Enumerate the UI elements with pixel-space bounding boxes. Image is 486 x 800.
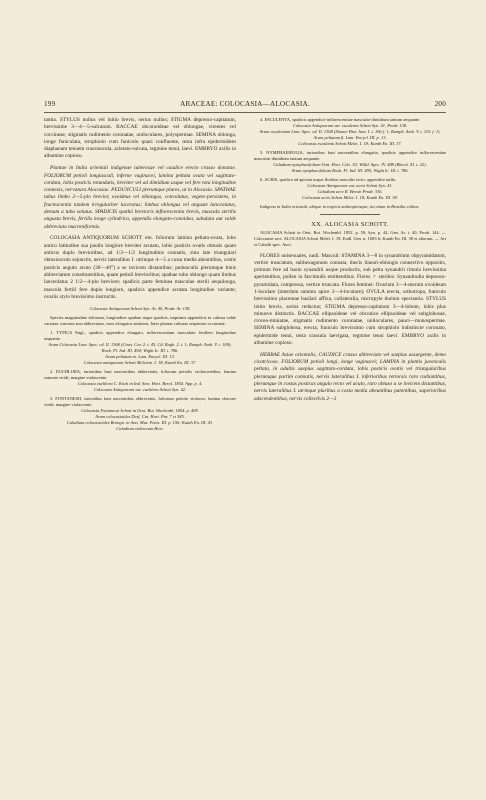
citation-nymphaeifolia-1: Caladium nymphaeifolium Vent. Hort. Cels. 30; Willd. Spec. IV. 488 (Rheed. XI. t. 22). bbox=[273, 162, 427, 167]
citation-colocasia-antiquorum: Colocasia Antiquorum Schott Syn. Ar. 40, Prodr. Ar. 138. bbox=[89, 305, 191, 311]
citation-euchlora-1: Colocasia euchlora C. Koch in Ind. Sem. Hort. Berol. 1854. App. p. 4. bbox=[77, 380, 203, 386]
citation-esculenta-2: Arum esculentum Linn. Spec. ed. II. 1368 (Sloane Hist. Jam. I. t. 106 f. 1; Rumph. Amb. V. t. 110. f. 1). bbox=[259, 129, 441, 134]
citation-acris-3: Colocasia acris Schott Melet. I. 18; Kunth En. III. 38. bbox=[302, 195, 398, 200]
header-rule bbox=[44, 112, 446, 113]
citation-typica-1: Arum Colocasia Linn. Spec. ed. II. 1368 (Cinet. Cor. 2. t. 45, Cd. Rogb. 2. t. 1; Rumph. Amb. V. t. 109); Roxb. Fl. Ind. III. 494; Wight Ic. III. t. 786. bbox=[48, 341, 232, 353]
section-title-alocasia: XX. ALOCASIA SCHOTT. bbox=[311, 221, 389, 228]
citation-esculenta-3: Arum peltatum β. Lam. Encycl. III. p. 13. bbox=[313, 135, 387, 140]
citation-fontanesii-4: Caladium violaceum Hort. bbox=[116, 425, 164, 431]
running-title: ARACEAE: COLOCASIA—ALOCASIA. bbox=[180, 100, 310, 108]
variety-fontanesii: 3. FONTANESII, turionibus basi nascentibus abbreviatis, foliorum petiolo violaceo, lamina obscure viridi, margine violascente. bbox=[44, 395, 236, 407]
citation-typica-2: Arum peltatum m. Lam. Encycl. III. 13. bbox=[105, 353, 175, 359]
distribution-note: Indigena in India orientali, ubique in tropicis subtropicisque, ita etiam in Brasilia colitur. bbox=[260, 204, 420, 209]
citation-fontanesii-2: Arum colocasioides Desf. Cat. Hort. Par. 7 et 385. bbox=[95, 413, 185, 419]
paragraph-colocasia-description-end: tantia. STYLUS nullus vel initio brevis, serius nullus; STIGMA depresso-capitatum, brevissime 3—4—5-sulcatum. BACCAE obconoideae vel oblongae, virentes vel coccineae, stigmatis rudimento coronatae, uniloculares, polyspermae. SEMINA oblonga, longe funiculata, strophiolo cum funiculo quasi confluente, testa infra epidermidem diaphanam tenuem crassiuscula, acietato-sulcata, tegmine tenui, laevi. EMBRYO axilis in albumine copioso. bbox=[44, 117, 236, 160]
citation-acris-2: Caladium acre R. Brown Prodr. 336. bbox=[317, 189, 383, 194]
citation-euchlora-2: Colocasia Antiquorum var. euchlora Schott Syn. 42. bbox=[93, 386, 187, 392]
citation-esculenta-4: Colocasia esculenta Schott Melet. I. 18; Kunth En. III. 37. bbox=[298, 141, 402, 146]
citation-fontanesii-1: Colocasia Fontanesii Schott in Oest. Bot. Wochenbl. 1854. p. 409. bbox=[81, 407, 199, 413]
paragraph-alocasia-synonymy: ALOCASIA Schott in Oest. Bot. Wochenbl. 1852. p. 59, Syn. p. 44, Gen. Ar. t. 40, Prodr. 144. — Colocasiae sect. ALOCASIA Schott Melet. I. 18; Endl. Gen. n. 1683 b; Kunth En. III. 38 et aliorum. — Ari et Caladii spec. Auct. bbox=[254, 230, 446, 247]
running-header bbox=[44, 100, 446, 112]
page-number-right: 200 bbox=[434, 100, 446, 108]
paragraph-colocasia-antiquorum: COLOCASIA ANTIQUORUM SCHOTT em. foliorum lamina peltato-ovata, lobo antico latitudine sua paullo longiore breviter acutato, lobis posticis ovatis obtusis quam anticus duplo brevioribus, ad 1/3—1/2 longitudinis connatis, sinu late triangulari obtusiusculo sejunctis, nervis lateralibus I. utrinque 4—5 a costa media abeuntibus, costis posticis angulo acuto (30—40°) a se invicem distantibus; pedunculis plerumque binis abbreviatum constituentibus, quam petioli brevioribus; spathae tubo oblongo quam limbus lanceolatus 2 1/2—4-plo breviore; spadicis parte feminea masculae sterili aequilonga, mascula fertili fere duplo longiore, spadicis appendice acutata longitudine variante; ovariis stylo brevissimo instructis. bbox=[44, 235, 236, 300]
citation-nymphaeifolia-2: Arum nymphaeifolium Roxb. Fl. Ind. III. 495; Wight Ic. III. t. 786. bbox=[291, 168, 409, 173]
page-number-left: 199 bbox=[44, 100, 56, 108]
citation-esculenta-1: Colocasia Antiquorum var. esculenta Schott Syn. 41, Prodr. 138. bbox=[292, 123, 408, 128]
variety-euchlora: 2. EUCHLORA, turionibus basi nascentibus abbreviatis; foliorum petiolis violascentibus, lamina saturate viridi, margine violascente. bbox=[44, 368, 236, 380]
paragraph-variation-note: Species magnitudine foliorum, longitudine spathae atque spadicis, imprimis appendicis in cultura valde variatae, turionos non abbreviatos, mox elongatos emittens. Inter plantas culturae sequentes occurrunt: bbox=[44, 314, 236, 326]
citation-fontanesii-3: Caladium colocasioides Brongn. in Ann. Mus. Paris. III. p. 156; Kunth En. III. 43. bbox=[66, 419, 214, 425]
paragraph-alocasia-herbae: HERBAE Asiae orientalis, CAUDICE crasso abbreviato vel saepius assurgente, demo cicatricoso. FOLIORUM petioli longi, longe vaginacei; LAMINA in plantis juvenculis peltata, in adultis saepius sagittato-cordata, lobis posticis ovatis vel triangularibus plerumque partim connatis, nervis lateralibus I. inferioribus retrorsis raro radiantibus, plerumque in costas posticas angulo recto vel acuto, raro obtuso a se invicem distantibus, nervis lateralibus I. utrinque pluribus a costa media abeuntibus patentibus, superioribus adscendentibus, nervis collectivis 2—3 bbox=[254, 351, 446, 402]
right-column bbox=[254, 117, 446, 777]
paragraph-alocasia-flores: FLORES unisexuales, nudi. Masculi: STAMINA 3—8 in synandrium obpyramidatum, vertice truncatum, subhexagonum connata, thecis lineari-oblongis connectivo oppositis, primum fere ad basin synandrii usque productis, sub pelta synandrii rimula brevissima aperientibus, pollen in farcimulis emittentibus. Flores ♂ steriles: Synandrodia depresso-pyramidata, compressa, vertice truncata. Flores feminei: Ovarium 3—4-merum ovoideum 1-loculare (interdum summo apice 3—4-loculare); OVULA erecta, orthotropa, funiculo brevissimo placentae basilari affixa, collateralia, micropyle tholum spectantia. STYLUS initio brevis, serius reductus; STIGMA depresso-capitatum 3—4-lobum, lobis plus minusve distinctis. BACCAE ellipsoideae vel obconice ellipsoideae vel subglobosae, croceo-miniatae, stigmatis rudimento coronatae, uniloculares, pauci—monospermae. SEMINA subglobosa, erecta, funiculo brevissimo cum strophiolo indistincte coronato, epidermide tenui, testa crassula laevigata, tegmine tenui laevi. EMBRYO axilis in albumine copioso. bbox=[254, 252, 446, 347]
variety-nymphaeifolia: 5. NYMPHAEIFOLIA, turionibus basi nascentibus elongatis; spadicis appendice inflorescentiae masculae dimidium tantum aequante. bbox=[254, 150, 446, 161]
paragraph-colocasia-habit: Plantae in India orientali indigenae tuberosae vel caudice erecto crasso donatae. FOLIORUM petioli longiusculi, inferne vaginacei, lamina peltata ovata vel sagittato-cordata, lobis posticis rotundatis, breviter vel ad dimidium usque vel fere tota longitudine connexis, nervatura Alocasiae. PEDUNCULI plerumque plures, ut in Alocasia. SPATHAE tubus limbo 2—5-plo brevior, ovoideus vel oblongus, convolutus, vegeto-persistens, in fructescentia tandem irregulariter laceratus; limbus oblongus vel anguste lanceolatus, demum a tubo solutus. SPADICIS spathâ brevioris inflorescentia brevis, mascula sterilis angusta brevis, fertilis longe cylindrica, appendix elongato-conoidea, subulata aut valde abbreviata mucroniformis. bbox=[44, 165, 236, 230]
citation-acris-1: Colocasia Antiquorum var. acris Schott Syn. 41. bbox=[307, 183, 393, 188]
variety-acris: 6. ACRIS, spadice ad apicem usque floribus masculis tecto, appendice nulla. bbox=[260, 177, 397, 182]
variety-typica: 1. TYPICA Engl., spadicis appendice elongato, inflorescentiam masculam fertilem longitudine aequante. bbox=[44, 329, 236, 341]
section-divider bbox=[320, 214, 380, 215]
variety-esculenta: 4. ESCULENTA, spadicis appendice inflorescentiae masculae dimidium tantum aequante. bbox=[260, 117, 421, 122]
left-column bbox=[44, 117, 236, 777]
citation-typica-3: Colocasia antiquorum Schott Meletem. I. 18; Kunth En. III. 37. bbox=[83, 359, 197, 365]
